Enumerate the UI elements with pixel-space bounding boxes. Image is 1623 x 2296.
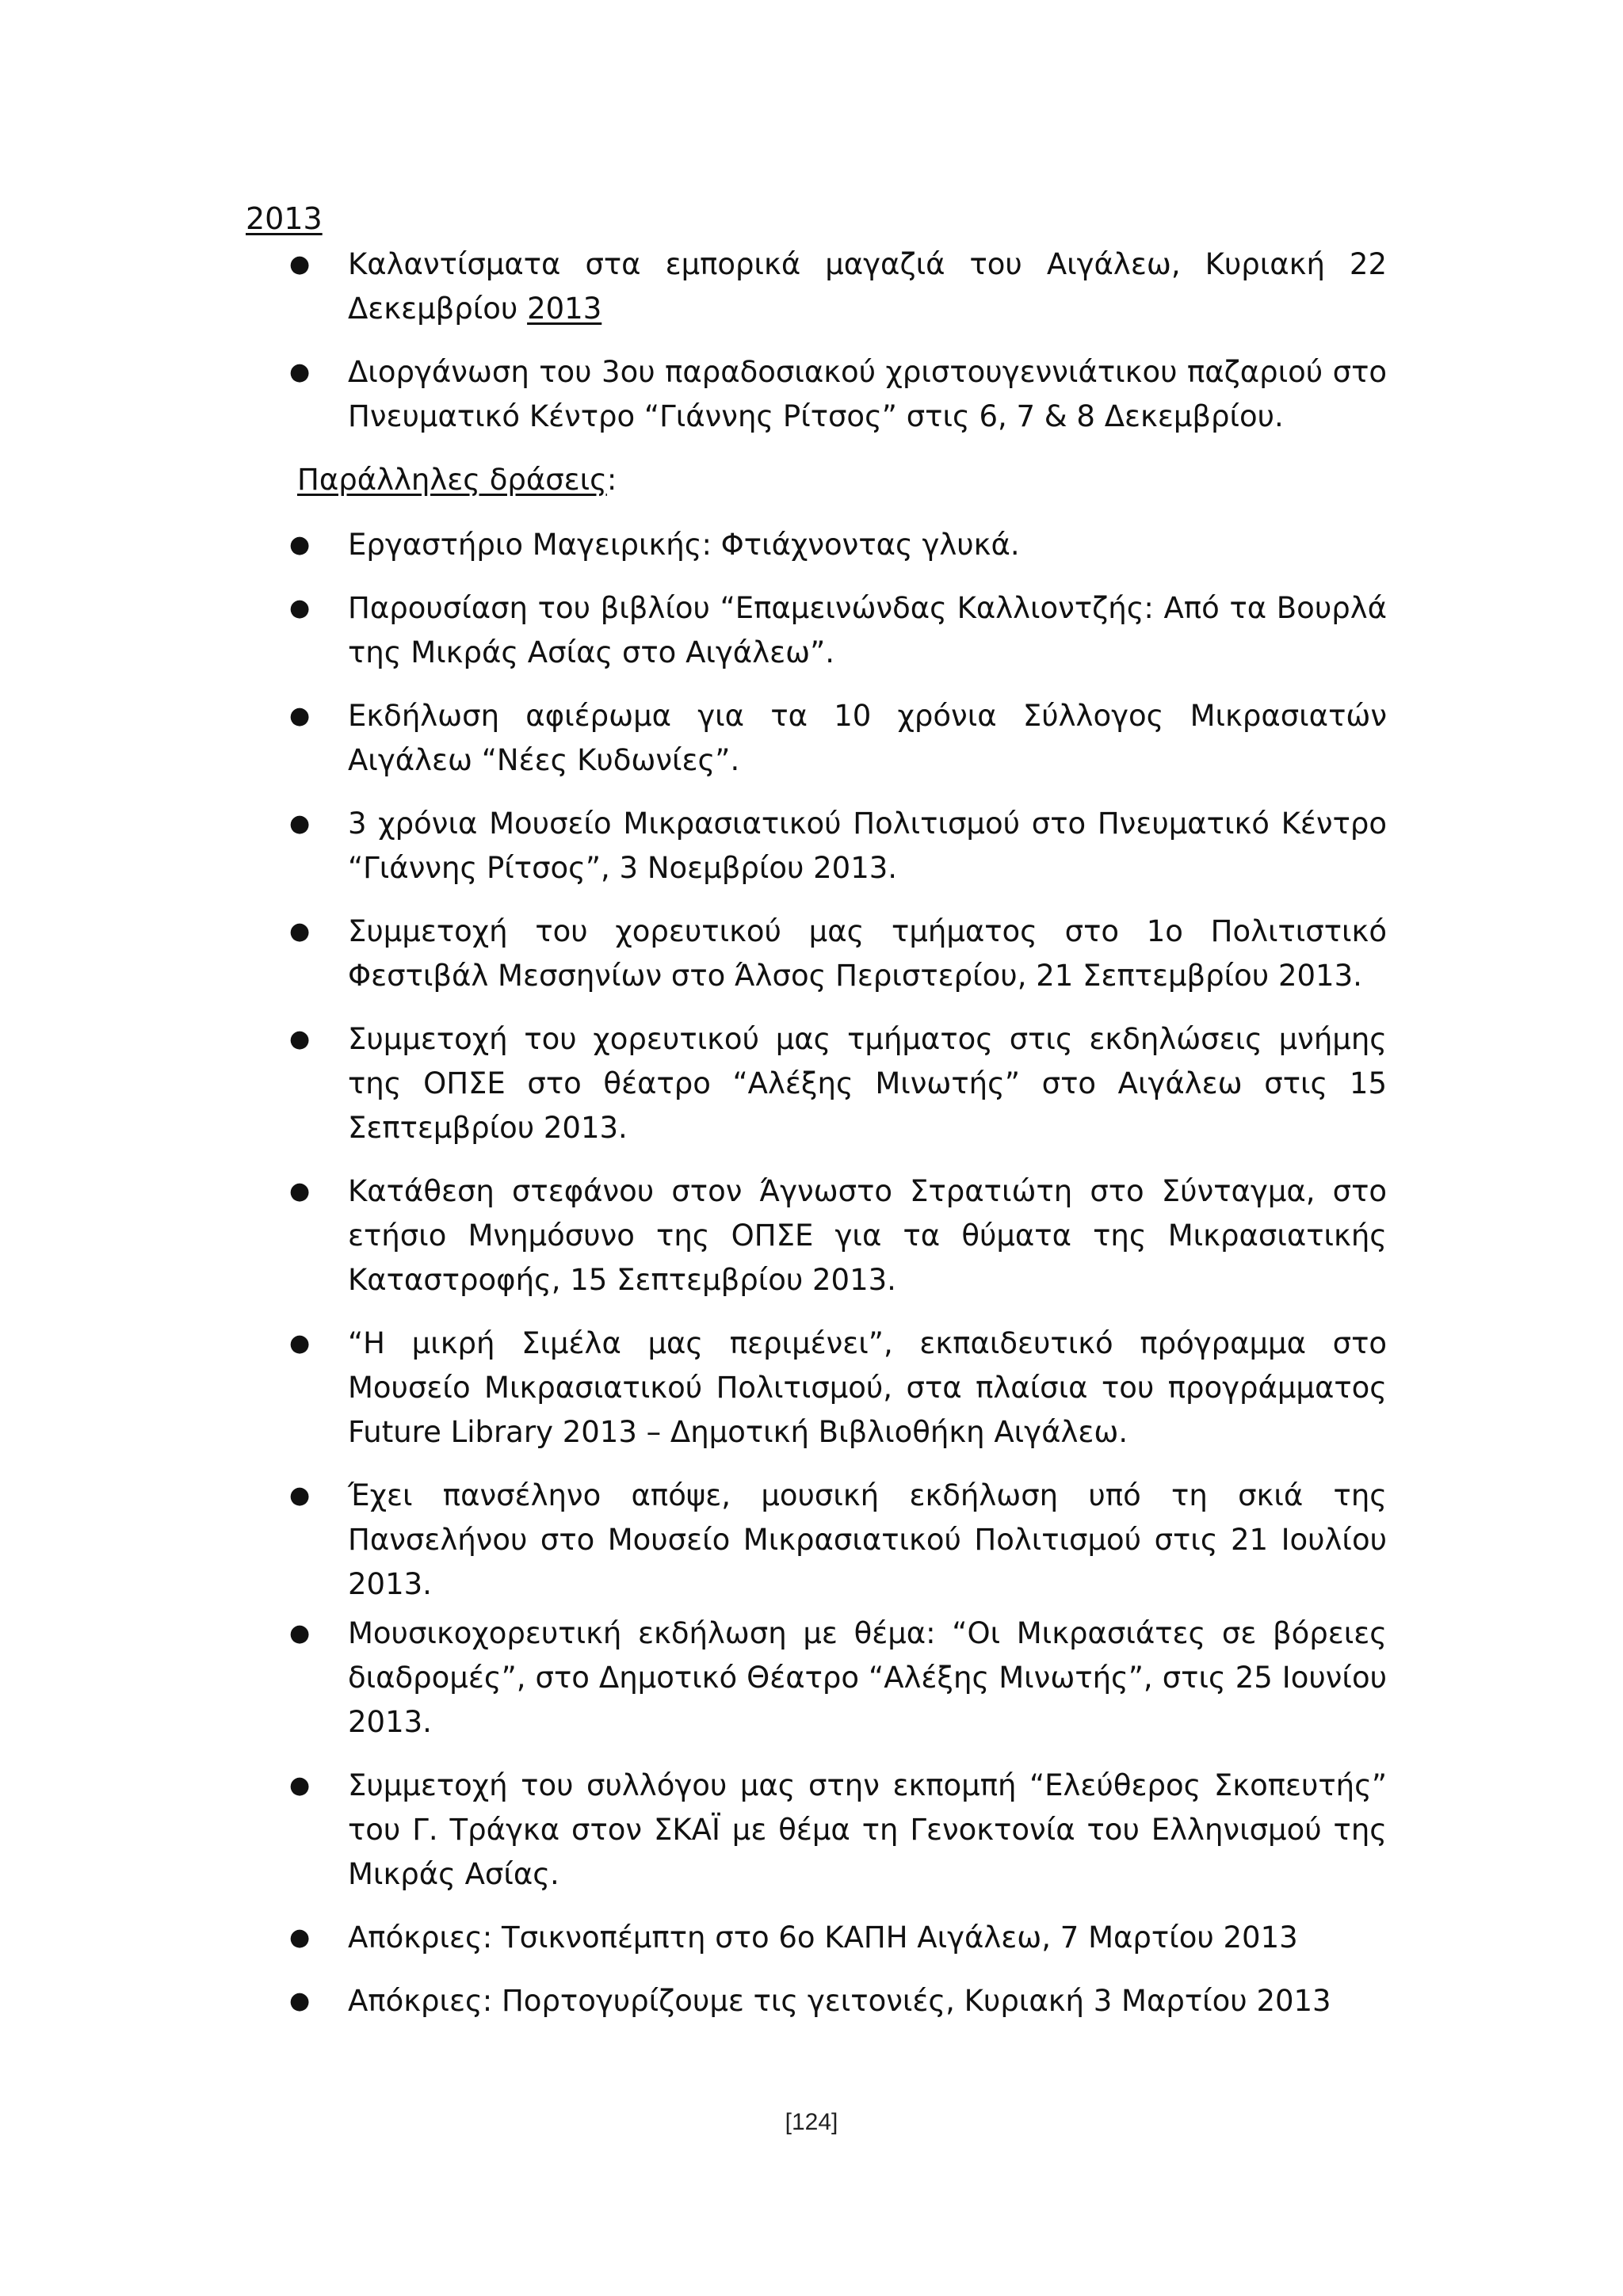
year-heading: 2013 <box>246 201 323 236</box>
list-item-text: Απόκριες: Τσικνοπέμπτη στο 6ο ΚΑΠΗ Αιγάλεω, 7 Μαρτίου 2013 <box>348 1920 1298 1955</box>
list-item-text: Καλαντίσματα στα εμπορικά μαγαζιά του Αιγάλεω, Κυριακή 22 Δεκεμβρίου <box>348 247 1387 326</box>
bullet-icon: ● <box>289 702 311 730</box>
list-item <box>246 1017 1387 1150</box>
subheading-label: Παράλληλες δράσεις <box>297 463 607 497</box>
list-item <box>246 523 1387 567</box>
list-item-text: “Η μικρή Σιμέλα μας περιμένει”, εκπαιδευτικό πρόγραμμα στο Μουσείο Μικρασιατικού Πολιτισμού, στα πλαίσια του προγράμματος Future Library 2013 – Δημοτική Βιβλιοθήκη Αιγάλεω. <box>348 1326 1387 1449</box>
bullet-icon: ● <box>289 1025 311 1053</box>
list-item <box>246 586 1387 675</box>
list-item <box>246 1764 1387 1897</box>
bullet-icon: ● <box>289 531 311 559</box>
bullet-icon: ● <box>289 1987 311 2015</box>
bullet-icon: ● <box>289 810 311 837</box>
list-item-underlined-year: 2013 <box>527 292 602 326</box>
list-item-text: Απόκριες: Πορτογυρίζουμε τις γειτονιές, Κυριακή 3 Μαρτίου 2013 <box>348 1984 1331 2018</box>
bullet-icon: ● <box>289 358 311 386</box>
list-item <box>246 242 1387 331</box>
list-item-text: Εργαστήριο Μαγειρικής: Φτιάχνοντας γλυκά. <box>348 528 1020 562</box>
list-item <box>246 1169 1387 1302</box>
bullet-icon: ● <box>289 1619 311 1647</box>
bullet-icon: ● <box>289 594 311 622</box>
list-item-text: Μουσικοχορευτική εκδήλωση με θέμα: “Οι Μικρασιάτες σε βόρειες διαδρομές”, στο Δημοτικό Θέατρο “Αλέξης Μινωτής”, στις 25 Ιουνίου 2013. <box>348 1616 1387 1739</box>
list-item <box>246 1916 1387 1960</box>
list-item-text: Κατάθεση στεφάνου στον Άγνωστο Στρατιώτη στο Σύνταγμα, στο ετήσιο Μνημόσυνο της ΟΠΣΕ για τα θύματα της Μικρασιατικής Καταστροφής, 15 Σεπτεμβρίου 2013. <box>348 1174 1387 1297</box>
bullet-icon: ● <box>289 917 311 945</box>
list-item <box>246 1611 1387 1745</box>
list-item-text: Εκδήλωση αφιέρωμα για τα 10 χρόνια Σύλλογος Μικρασιατών Αιγάλεω “Νέες Κυδωνίες”. <box>348 699 1387 777</box>
bullet-icon: ● <box>289 1177 311 1205</box>
page-number: [124] <box>785 2109 838 2135</box>
list-item-text: Συμμετοχή του χορευτικού μας τμήματος στις εκδηλώσεις μνήμης της ΟΠΣΕ στο θέατρο “Αλέξης Μινωτής” στο Αιγάλεω στις 15 Σεπτεμβρίου 2013. <box>348 1022 1387 1145</box>
parallel-actions-heading <box>246 458 1387 502</box>
list-item-text: Έχει πανσέληνο απόψε, μουσική εκδήλωση υπό τη σκιά της Πανσελήνου στο Μουσείο Μικρασιατικού Πολιτισμού στις 21 Ιουλίου 2013. <box>348 1478 1387 1601</box>
list-item <box>246 1322 1387 1455</box>
list-item-text: Συμμετοχή του χορευτικού μας τμήματος στο 1ο Πολιτιστικό Φεστιβάλ Μεσσηνίων στο Άλσος Περιστερίου, 21 Σεπτεμβρίου 2013. <box>348 914 1387 993</box>
bullet-icon: ● <box>289 1924 311 1951</box>
list-item <box>246 1979 1387 2023</box>
bullet-icon: ● <box>289 1772 311 1799</box>
list-item <box>246 1474 1387 1607</box>
bullet-icon: ● <box>289 1482 311 1509</box>
bullet-icon: ● <box>289 1329 311 1357</box>
activities-list <box>246 523 1387 2023</box>
list-item <box>246 802 1387 891</box>
list-item <box>246 350 1387 439</box>
list-item-text: 3 χρόνια Μουσείο Μικρασιατικού Πολιτισμού στο Πνευματικό Κέντρο “Γιάννης Ρίτσος”, 3 Νοεμβρίου 2013. <box>348 807 1387 885</box>
list-item-text: Διοργάνωση του 3ου παραδοσιακού χριστουγεννιάτικου παζαριού στο Πνευματικό Κέντρο “Γιάννης Ρίτσος” στις 6, 7 & 8 Δεκεμβρίου. <box>348 355 1387 433</box>
intro-list <box>246 242 1387 439</box>
list-item-text: Συμμετοχή του συλλόγου μας στην εκπομπή “Ελεύθερος Σκοπευτής” του Γ. Τράγκα στον ΣΚΑΪ με θέμα τη Γενοκτονία του Ελληνισμού της Μικράς Ασίας. <box>348 1768 1387 1891</box>
list-item-text: Παρουσίαση του βιβλίου “Επαμεινώνδας Καλλιοντζής: Από τα Βουρλά της Μικράς Ασίας στο Αιγάλεω”. <box>348 591 1387 669</box>
bullet-icon: ● <box>289 250 311 278</box>
page-content <box>246 196 1387 2042</box>
list-item <box>246 910 1387 998</box>
list-item <box>246 694 1387 783</box>
subheading-suffix: : <box>606 463 617 497</box>
